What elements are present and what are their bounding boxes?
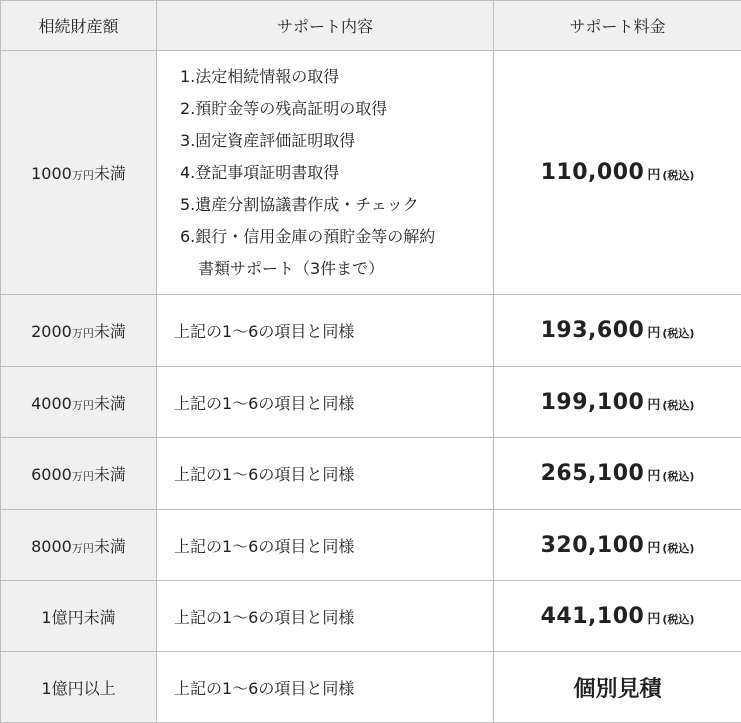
price-amount: 265,100	[541, 461, 645, 486]
asset-amount: 1000	[31, 164, 72, 183]
price-tax-note: (税込)	[662, 542, 694, 555]
price-cell	[494, 51, 741, 295]
price-cell	[494, 367, 741, 438]
content-cell	[157, 51, 494, 295]
asset-unit: 万円	[72, 169, 94, 182]
price-tax-note: (税込)	[662, 613, 694, 626]
asset-unit: 万円	[72, 327, 94, 340]
asset-unit: 万円	[72, 542, 94, 555]
asset-cell: 1億円以上	[1, 652, 157, 723]
table-row	[1, 510, 741, 581]
asset-cell: 1億円未満	[1, 581, 157, 652]
price-tax-note: (税込)	[662, 327, 694, 340]
list-item: 3.固定資産評価証明取得	[180, 125, 493, 157]
price-yen: 円	[647, 469, 660, 484]
table-row	[1, 438, 741, 510]
price-amount: 193,600	[541, 318, 645, 343]
list-item	[180, 221, 493, 285]
asset-cell	[1, 367, 157, 438]
list-item-continuation: 書類サポート（3件まで）	[180, 253, 493, 285]
price-cell	[494, 295, 741, 367]
table-row	[1, 581, 741, 652]
header-content: サポート内容	[157, 1, 494, 51]
asset-unit: 万円	[72, 470, 94, 483]
price-cell	[494, 581, 741, 652]
content-cell: 上記の1～6の項目と同様	[157, 510, 494, 581]
price-cell	[494, 652, 741, 723]
price-amount: 320,100	[541, 533, 645, 558]
price-amount: 441,100	[541, 604, 645, 629]
content-cell: 上記の1～6の項目と同様	[157, 438, 494, 510]
list-item: 2.預貯金等の残高証明の取得	[180, 93, 493, 125]
asset-amount: 4000	[31, 394, 72, 413]
content-cell: 上記の1～6の項目と同様	[157, 581, 494, 652]
asset-suffix: 未満	[94, 465, 126, 484]
price-estimate: 個別見積	[573, 677, 661, 702]
asset-cell	[1, 438, 157, 510]
content-cell: 上記の1～6の項目と同様	[157, 295, 494, 367]
asset-amount: 2000	[31, 322, 72, 341]
table-row	[1, 295, 741, 367]
list-item: 5.遺産分割協議書作成・チェック	[180, 189, 493, 221]
price-yen: 円	[647, 541, 660, 556]
table-row	[1, 652, 741, 723]
price-cell	[494, 510, 741, 581]
asset-cell	[1, 510, 157, 581]
price-yen: 円	[647, 326, 660, 341]
price-cell	[494, 438, 741, 510]
table-row	[1, 51, 741, 295]
list-item: 4.登記事項証明書取得	[180, 157, 493, 189]
asset-amount: 8000	[31, 537, 72, 556]
price-yen: 円	[647, 612, 660, 627]
asset-suffix: 未満	[94, 537, 126, 556]
content-cell: 上記の1～6の項目と同様	[157, 367, 494, 438]
header-fee: サポート料金	[494, 1, 741, 51]
table-row	[1, 367, 741, 438]
support-item-list	[174, 61, 493, 285]
price-tax-note: (税込)	[662, 399, 694, 412]
asset-amount: 6000	[31, 465, 72, 484]
asset-unit: 万円	[72, 399, 94, 412]
asset-suffix: 未満	[94, 322, 126, 341]
price-yen: 円	[647, 398, 660, 413]
price-amount: 110,000	[541, 160, 645, 185]
asset-suffix: 未満	[94, 394, 126, 413]
list-item-text: 6.銀行・信用金庫の預貯金等の解約	[180, 227, 435, 246]
asset-cell	[1, 295, 157, 367]
asset-suffix: 未満	[94, 164, 126, 183]
header-asset: 相続財産額	[1, 1, 157, 51]
list-item: 1.法定相続情報の取得	[180, 61, 493, 93]
content-cell: 上記の1～6の項目と同様	[157, 652, 494, 723]
header-row	[1, 1, 741, 51]
price-tax-note: (税込)	[662, 169, 694, 182]
price-amount: 199,100	[541, 390, 645, 415]
price-tax-note: (税込)	[662, 470, 694, 483]
asset-cell	[1, 51, 157, 295]
price-yen: 円	[647, 168, 660, 183]
